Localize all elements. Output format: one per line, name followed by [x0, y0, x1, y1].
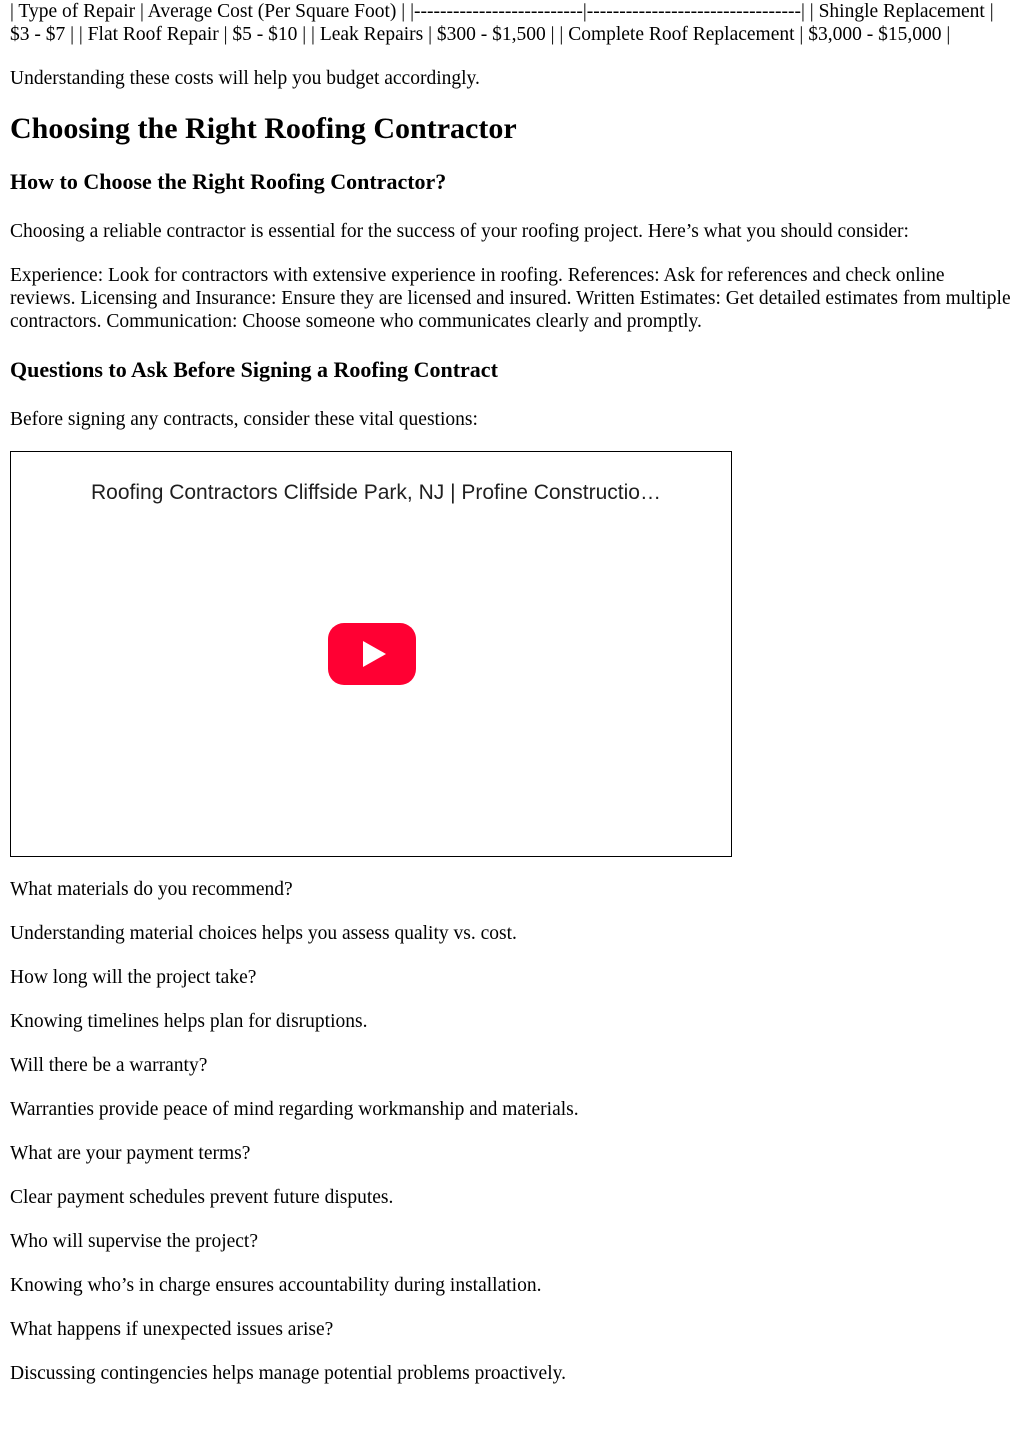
video-title[interactable]: Roofing Contractors Cliffside Park, NJ | Profine Constructio… [91, 481, 661, 504]
answer-item: Clear payment schedules prevent future disputes. [10, 1187, 394, 1208]
question-item: Will there be a warranty? [10, 1055, 208, 1076]
questions-list [10, 878, 1014, 1385]
video-embed[interactable] [10, 451, 732, 857]
section-heading-choose: How to Choose the Right Roofing Contractor? [10, 169, 447, 194]
question-item: What materials do you recommend? [10, 879, 293, 900]
choose-intro: Choosing a reliable contractor is essential for the success of your roofing project. Here’s what you should consider: [10, 221, 909, 242]
page-title: Choosing the Right Roofing Contractor [10, 112, 517, 145]
question-item: What are your payment terms? [10, 1143, 251, 1164]
section-heading-questions: Questions to Ask Before Signing a Roofing Contract [10, 357, 498, 382]
questions-intro: Before signing any contracts, consider these vital questions: [10, 409, 478, 430]
question-item: Who will supervise the project? [10, 1231, 259, 1252]
answer-item: Knowing who’s in charge ensures accountability during installation. [10, 1275, 542, 1296]
answer-item: Knowing timelines helps plan for disruptions. [10, 1011, 368, 1032]
cost-table-text: | Type of Repair | Average Cost (Per Square Foot) | |--------------------------|---------------------------------| | Shingle Replacement | $3 - $7 | | Flat Roof Repair | $5 - $10 | | Leak Repairs | $300 - $1,500 | | Complete Roof Replacement | $3,000 - $15,000 | [10, 1, 994, 45]
question-item: What happens if unexpected issues arise? [10, 1319, 334, 1340]
question-item: How long will the project take? [10, 967, 257, 988]
answer-item: Discussing contingencies helps manage potential problems proactively. [10, 1363, 566, 1384]
youtube-play-icon[interactable] [328, 623, 416, 685]
answer-item: Understanding material choices helps you assess quality vs. cost. [10, 923, 517, 944]
budget-note: Understanding these costs will help you budget accordingly. [10, 68, 480, 89]
answer-item: Warranties provide peace of mind regarding workmanship and materials. [10, 1099, 579, 1120]
choose-criteria: Experience: Look for contractors with extensive experience in roofing. References: Ask for references and check online reviews. Licensing and Insurance: Ensure they are licensed and insured. Written Estimates: Get detailed estimates from multiple contractors. Communication: Choose someone who communicates clearly and promptly. [10, 265, 1011, 332]
